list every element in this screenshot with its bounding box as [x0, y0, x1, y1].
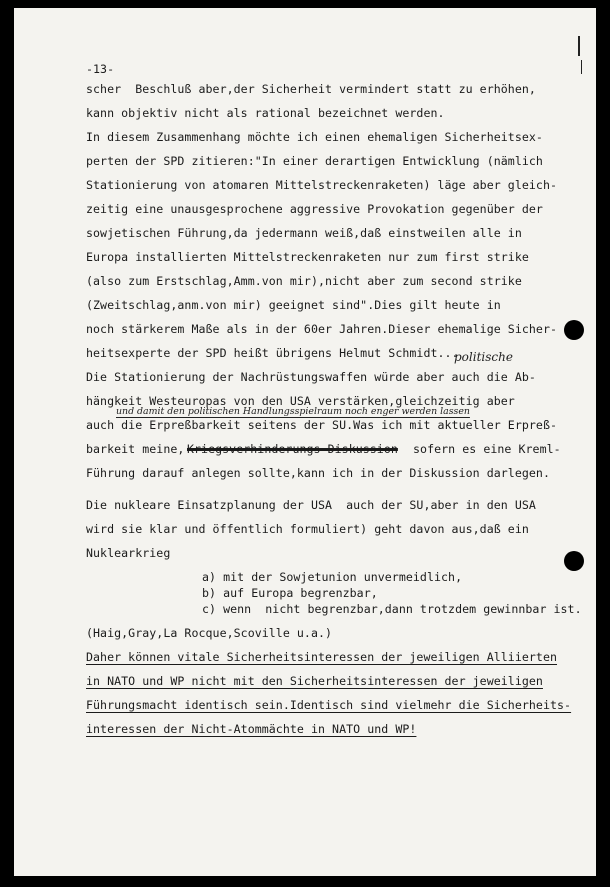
text-line: Die Stationierung der Nachrüstungswaffen würde aber auch die Ab- — [86, 370, 536, 384]
text-line: In diesem Zusammenhang möchte ich einen ehemaligen Sicherheitsex- — [86, 130, 543, 144]
crossed-out-text: Kriegsverhinderungs-Diskussion — [187, 442, 398, 456]
text-line: perten der SPD zitieren:"In einer derartigen Entwicklung (nämlich — [86, 154, 543, 168]
text-line: Europa installierten Mittelstreckenraketen nur zum first strike — [86, 250, 529, 264]
text-line: Nuklearkrieg — [86, 546, 171, 560]
text-line: Führung darauf anlegen sollte,kann ich in der Diskussion darlegen. — [86, 466, 550, 480]
punch-hole — [564, 320, 584, 340]
text-line: wird sie klar und öffentlich formuliert) geht davon aus,daß ein — [86, 522, 529, 536]
punch-hole — [564, 551, 584, 571]
document-page — [14, 8, 596, 876]
text-line: kann objektiv nicht als rational bezeichnet werden. — [86, 106, 445, 120]
text-line: sowjetischen Führung,da jedermann weiß,daß einstweilen alle in — [86, 226, 522, 240]
text-line: (Haig,Gray,La Rocque,Scoville u.a.) — [86, 626, 333, 640]
text-line: auch die Erpreßbarkeit seitens der SU.Was ich mit aktueller Erpreß- — [86, 418, 558, 432]
text-line: scher Beschluß aber,der Sicherheit vermindert statt zu erhöhen, — [86, 82, 536, 96]
margin-mark — [578, 36, 580, 56]
page-number: -13- — [86, 62, 115, 76]
underlined-line: interessen der Nicht-Atommächte in NATO und WP! — [86, 722, 417, 736]
list-item: c) wenn nicht begrenzbar,dann trotzdem gewinnbar ist. — [202, 602, 582, 616]
text-line: zeitig eine unausgesprochene aggressive Provokation gegenüber der — [86, 202, 543, 216]
text-line: Die nukleare Einsatzplanung der USA auch der SU,aber in den USA — [86, 498, 536, 512]
underlined-line: in NATO und WP nicht mit den Sicherheitsinteressen der jeweiligen — [86, 674, 543, 688]
handwritten-insert: und damit den politischen Handlungsspielraum noch enger werden lassen — [116, 406, 470, 417]
underlined-line: Führungsmacht identisch sein.Identisch sind vielmehr die Sicherheits- — [86, 698, 572, 712]
underlined-line: Daher können vitale Sicherheitsinteressen der jeweiligen Alliierten — [86, 650, 558, 664]
margin-mark — [581, 60, 582, 74]
text-line: (also zum Erstschlag,Amm.von mir),nicht aber zum second strike — [86, 274, 522, 288]
list-item: b) auf Europa begrenzbar, — [202, 586, 378, 600]
text-line: (Zweitschlag,anm.von mir) geeignet sind".Dies gilt heute in — [86, 298, 501, 312]
text-line: hängkeit Westeuropas von den USA verstärken,gleichzeitig aber — [86, 394, 515, 408]
handwritten-insert: politische — [454, 350, 513, 364]
text-line: sofern es eine Kreml- — [406, 442, 561, 456]
list-item: a) mit der Sowjetunion unvermeidlich, — [202, 570, 463, 584]
text-line: barkeit meine, — [86, 442, 185, 456]
text-line: Stationierung von atomaren Mittelstreckenraketen) läge aber gleich- — [86, 178, 558, 192]
text-line: heitsexperte der SPD heißt übrigens Helmut Schmidt... — [86, 346, 459, 360]
text-line: noch stärkerem Maße als in der 60er Jahren.Dieser ehemalige Sicher- — [86, 322, 558, 336]
